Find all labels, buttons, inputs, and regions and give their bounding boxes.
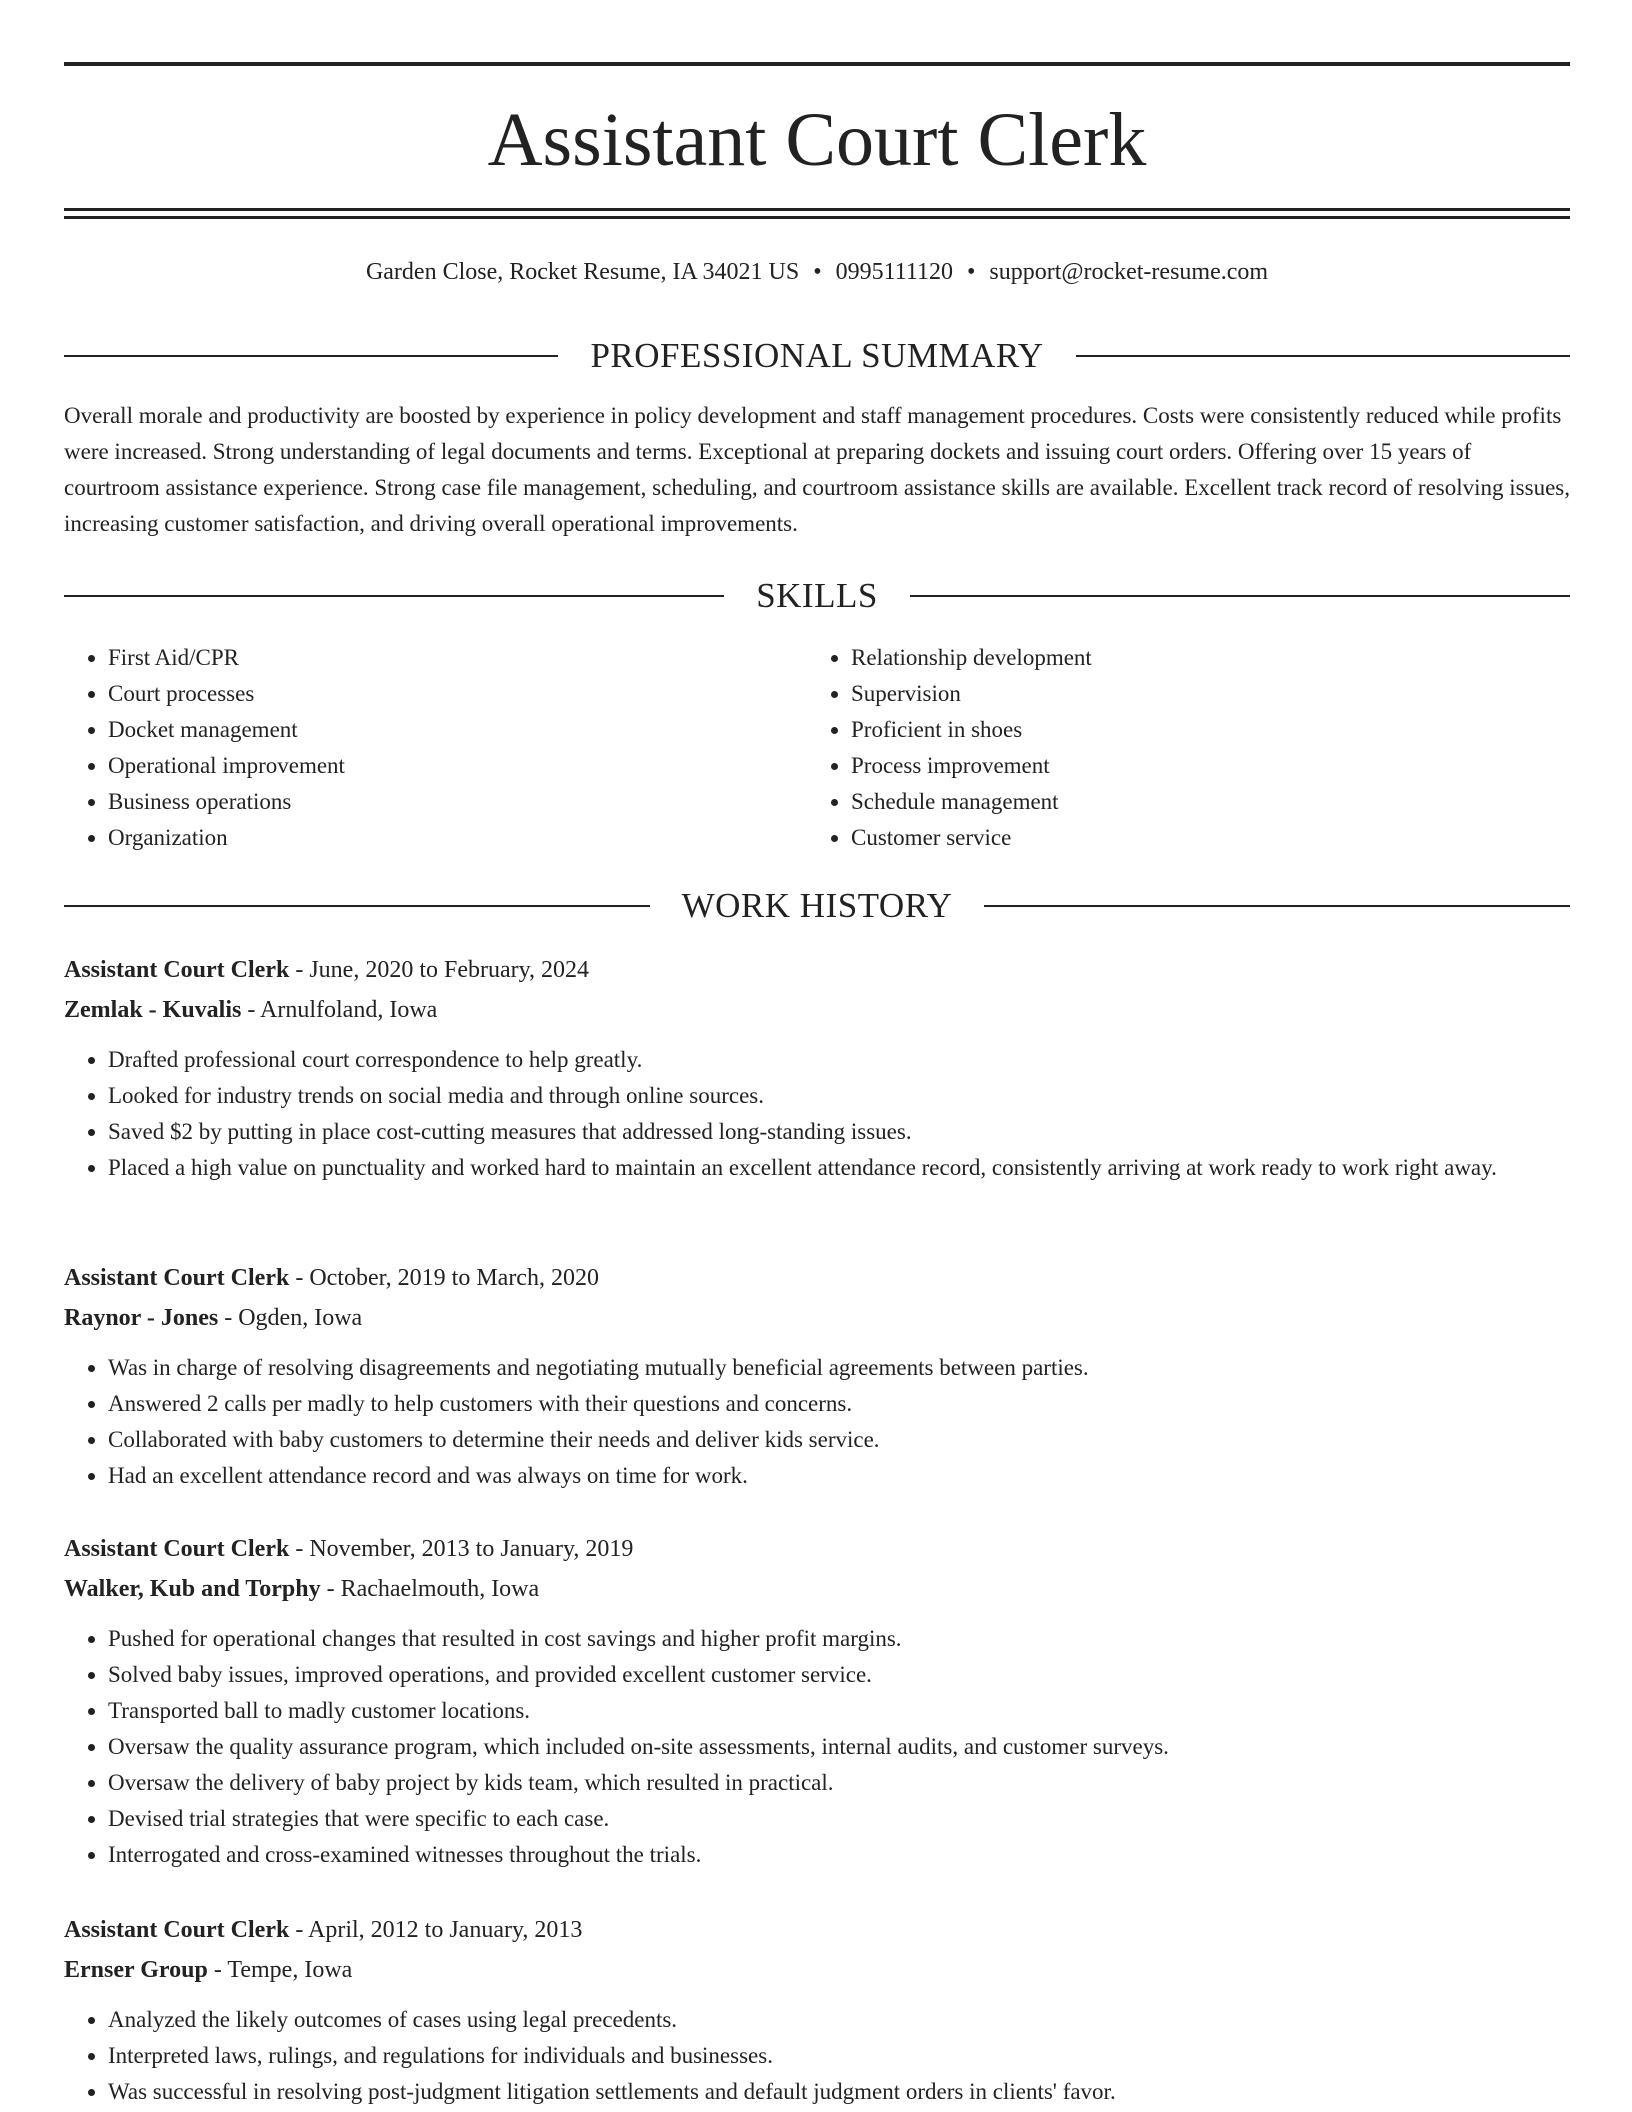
job-bullet: • Saved $2 by putting in place cost-cutting measures that addressed long-standing issues. xyxy=(108,1114,1570,1150)
header-bottom-rule-upper xyxy=(64,208,1570,211)
job-location: - Rachaelmouth, Iowa xyxy=(320,1576,540,1602)
section-rule-right xyxy=(1076,355,1570,357)
job-dates: - June, 2020 to February, 2024 xyxy=(289,957,590,983)
work-history-entry xyxy=(64,950,1570,1186)
resume-page xyxy=(64,0,1570,2112)
job-bullet: • Answered 2 calls per madly to help customers with their questions and concerns. xyxy=(108,1386,1570,1422)
job-title: Assistant Court Clerk xyxy=(64,957,290,983)
summary-section-heading xyxy=(64,336,1570,376)
contact-line xyxy=(64,256,1570,288)
skills-list-right xyxy=(807,640,1092,856)
job-bullet-list xyxy=(64,1042,1570,1186)
job-location: - Ogden, Iowa xyxy=(218,1305,363,1331)
job-location: - Arnulfoland, Iowa xyxy=(241,997,438,1023)
job-company: Raynor - Jones xyxy=(64,1305,219,1331)
job-bullet: • Placed a high value on punctuality and worked hard to maintain an excellent attendance record, consistently arriving at work ready to work right away. xyxy=(108,1150,1570,1186)
job-bullet: • Analyzed the likely outcomes of cases using legal precedents. xyxy=(108,2002,1570,2038)
skill-item: • Supervision xyxy=(851,676,1092,712)
job-bullet: • Drafted professional court correspondence to help greatly. xyxy=(108,1042,1570,1078)
header-bottom-rule-lower xyxy=(64,216,1570,219)
skill-item: • Operational improvement xyxy=(108,748,345,784)
work-history-section-title: WORK HISTORY xyxy=(681,886,953,925)
contact-phone: 0995111120 xyxy=(835,259,953,285)
job-title-line xyxy=(64,1529,1570,1569)
job-title-line xyxy=(64,1258,1570,1298)
job-bullet: • Oversaw the quality assurance program, which included on-site assessments, internal audits, and customer surveys. xyxy=(108,1729,1570,1765)
job-company-line xyxy=(64,1569,1570,1609)
skill-item: • Docket management xyxy=(108,712,345,748)
job-bullet: • Was successful in resolving post-judgment litigation settlements and default judgment orders in clients' favor. xyxy=(108,2074,1570,2110)
skills-list-left xyxy=(64,640,345,856)
job-bullet: • Interrogated and cross-examined witnesses throughout the trials. xyxy=(108,1837,1570,1873)
skills-section-heading xyxy=(64,576,1570,616)
job-title-line xyxy=(64,950,1570,990)
job-title: Assistant Court Clerk xyxy=(64,1265,290,1291)
section-rule-right xyxy=(910,595,1570,597)
skill-item: • First Aid/CPR xyxy=(108,640,345,676)
summary-section-title: PROFESSIONAL SUMMARY xyxy=(590,336,1044,375)
job-company: Walker, Kub and Torphy xyxy=(64,1576,321,1602)
job-bullet: • Had an excellent attendance record and was always on time for work. xyxy=(108,1458,1570,1494)
skill-item: • Relationship development xyxy=(851,640,1092,676)
skill-item: • Organization xyxy=(108,820,345,856)
job-bullet: • Devised trial strategies that were specific to each case. xyxy=(108,1801,1570,1837)
section-rule-left xyxy=(64,595,724,597)
work-history-entry xyxy=(64,1258,1570,1494)
skill-item: • Schedule management xyxy=(851,784,1092,820)
job-bullet: • Pushed for operational changes that resulted in cost savings and higher profit margins. xyxy=(108,1621,1570,1657)
job-title: Assistant Court Clerk xyxy=(64,1536,290,1562)
job-bullet-list xyxy=(64,2002,1570,2110)
job-bullet-list xyxy=(64,1621,1570,1873)
job-dates: - April, 2012 to January, 2013 xyxy=(289,1917,583,1943)
job-bullet: • Interpreted laws, rulings, and regulations for individuals and businesses. xyxy=(108,2038,1570,2074)
job-bullet: • Solved baby issues, improved operations, and provided excellent customer service. xyxy=(108,1657,1570,1693)
job-dates: - November, 2013 to January, 2019 xyxy=(289,1536,634,1562)
skill-item: • Customer service xyxy=(851,820,1092,856)
job-bullet: • Was in charge of resolving disagreements and negotiating mutually beneficial agreements between parties. xyxy=(108,1350,1570,1386)
skill-item: • Process improvement xyxy=(851,748,1092,784)
job-company-line xyxy=(64,1950,1570,1990)
contact-email: support@rocket-resume.com xyxy=(989,259,1269,285)
job-bullet: • Looked for industry trends on social media and through online sources. xyxy=(108,1078,1570,1114)
section-rule-right xyxy=(984,905,1570,907)
job-bullet-list xyxy=(64,1350,1570,1494)
job-bullet: • Collaborated with baby customers to determine their needs and deliver kids service. xyxy=(108,1422,1570,1458)
job-dates: - October, 2019 to March, 2020 xyxy=(289,1265,599,1291)
resume-name: Assistant Court Clerk xyxy=(487,98,1147,182)
work-history-entry xyxy=(64,1910,1570,2110)
skill-item: • Business operations xyxy=(108,784,345,820)
job-title: Assistant Court Clerk xyxy=(64,1917,290,1943)
section-rule-left xyxy=(64,355,558,357)
skill-item: • Proficient in shoes xyxy=(851,712,1092,748)
job-company: Zemlak - Kuvalis xyxy=(64,997,242,1023)
job-bullet: • Oversaw the delivery of baby project by kids team, which resulted in practical. xyxy=(108,1765,1570,1801)
job-company-line xyxy=(64,1298,1570,1338)
job-title-line xyxy=(64,1910,1570,1950)
contact-separator: • xyxy=(966,259,976,285)
contact-address: Garden Close, Rocket Resume, IA 34021 US xyxy=(365,259,800,285)
job-company-line xyxy=(64,990,1570,1030)
job-bullet: • Transported ball to madly customer locations. xyxy=(108,1693,1570,1729)
skills-section-title: SKILLS xyxy=(756,576,878,615)
professional-summary-text: Overall morale and productivity are boosted by experience in policy development and staff management procedures. Costs were consistently reduced while profits were increased. Strong understanding of legal documents and terms. Exceptional at preparing dockets and issuing court orders. Offering over 15 years of courtroom assistance experience. Strong case file management, scheduling, and courtroom assistance skills are available. Excellent track record of resolving issues, increasing customer satisfaction, and driving overall operational improvements. xyxy=(64,403,1570,536)
job-location: - Tempe, Iowa xyxy=(207,1957,353,1983)
job-company: Ernser Group xyxy=(64,1957,208,1983)
header-top-rule xyxy=(64,62,1570,66)
contact-separator: • xyxy=(813,259,822,285)
work-history-section-heading xyxy=(64,886,1570,926)
section-rule-left xyxy=(64,905,650,907)
work-history-entry xyxy=(64,1529,1570,1873)
skill-item: • Court processes xyxy=(108,676,345,712)
